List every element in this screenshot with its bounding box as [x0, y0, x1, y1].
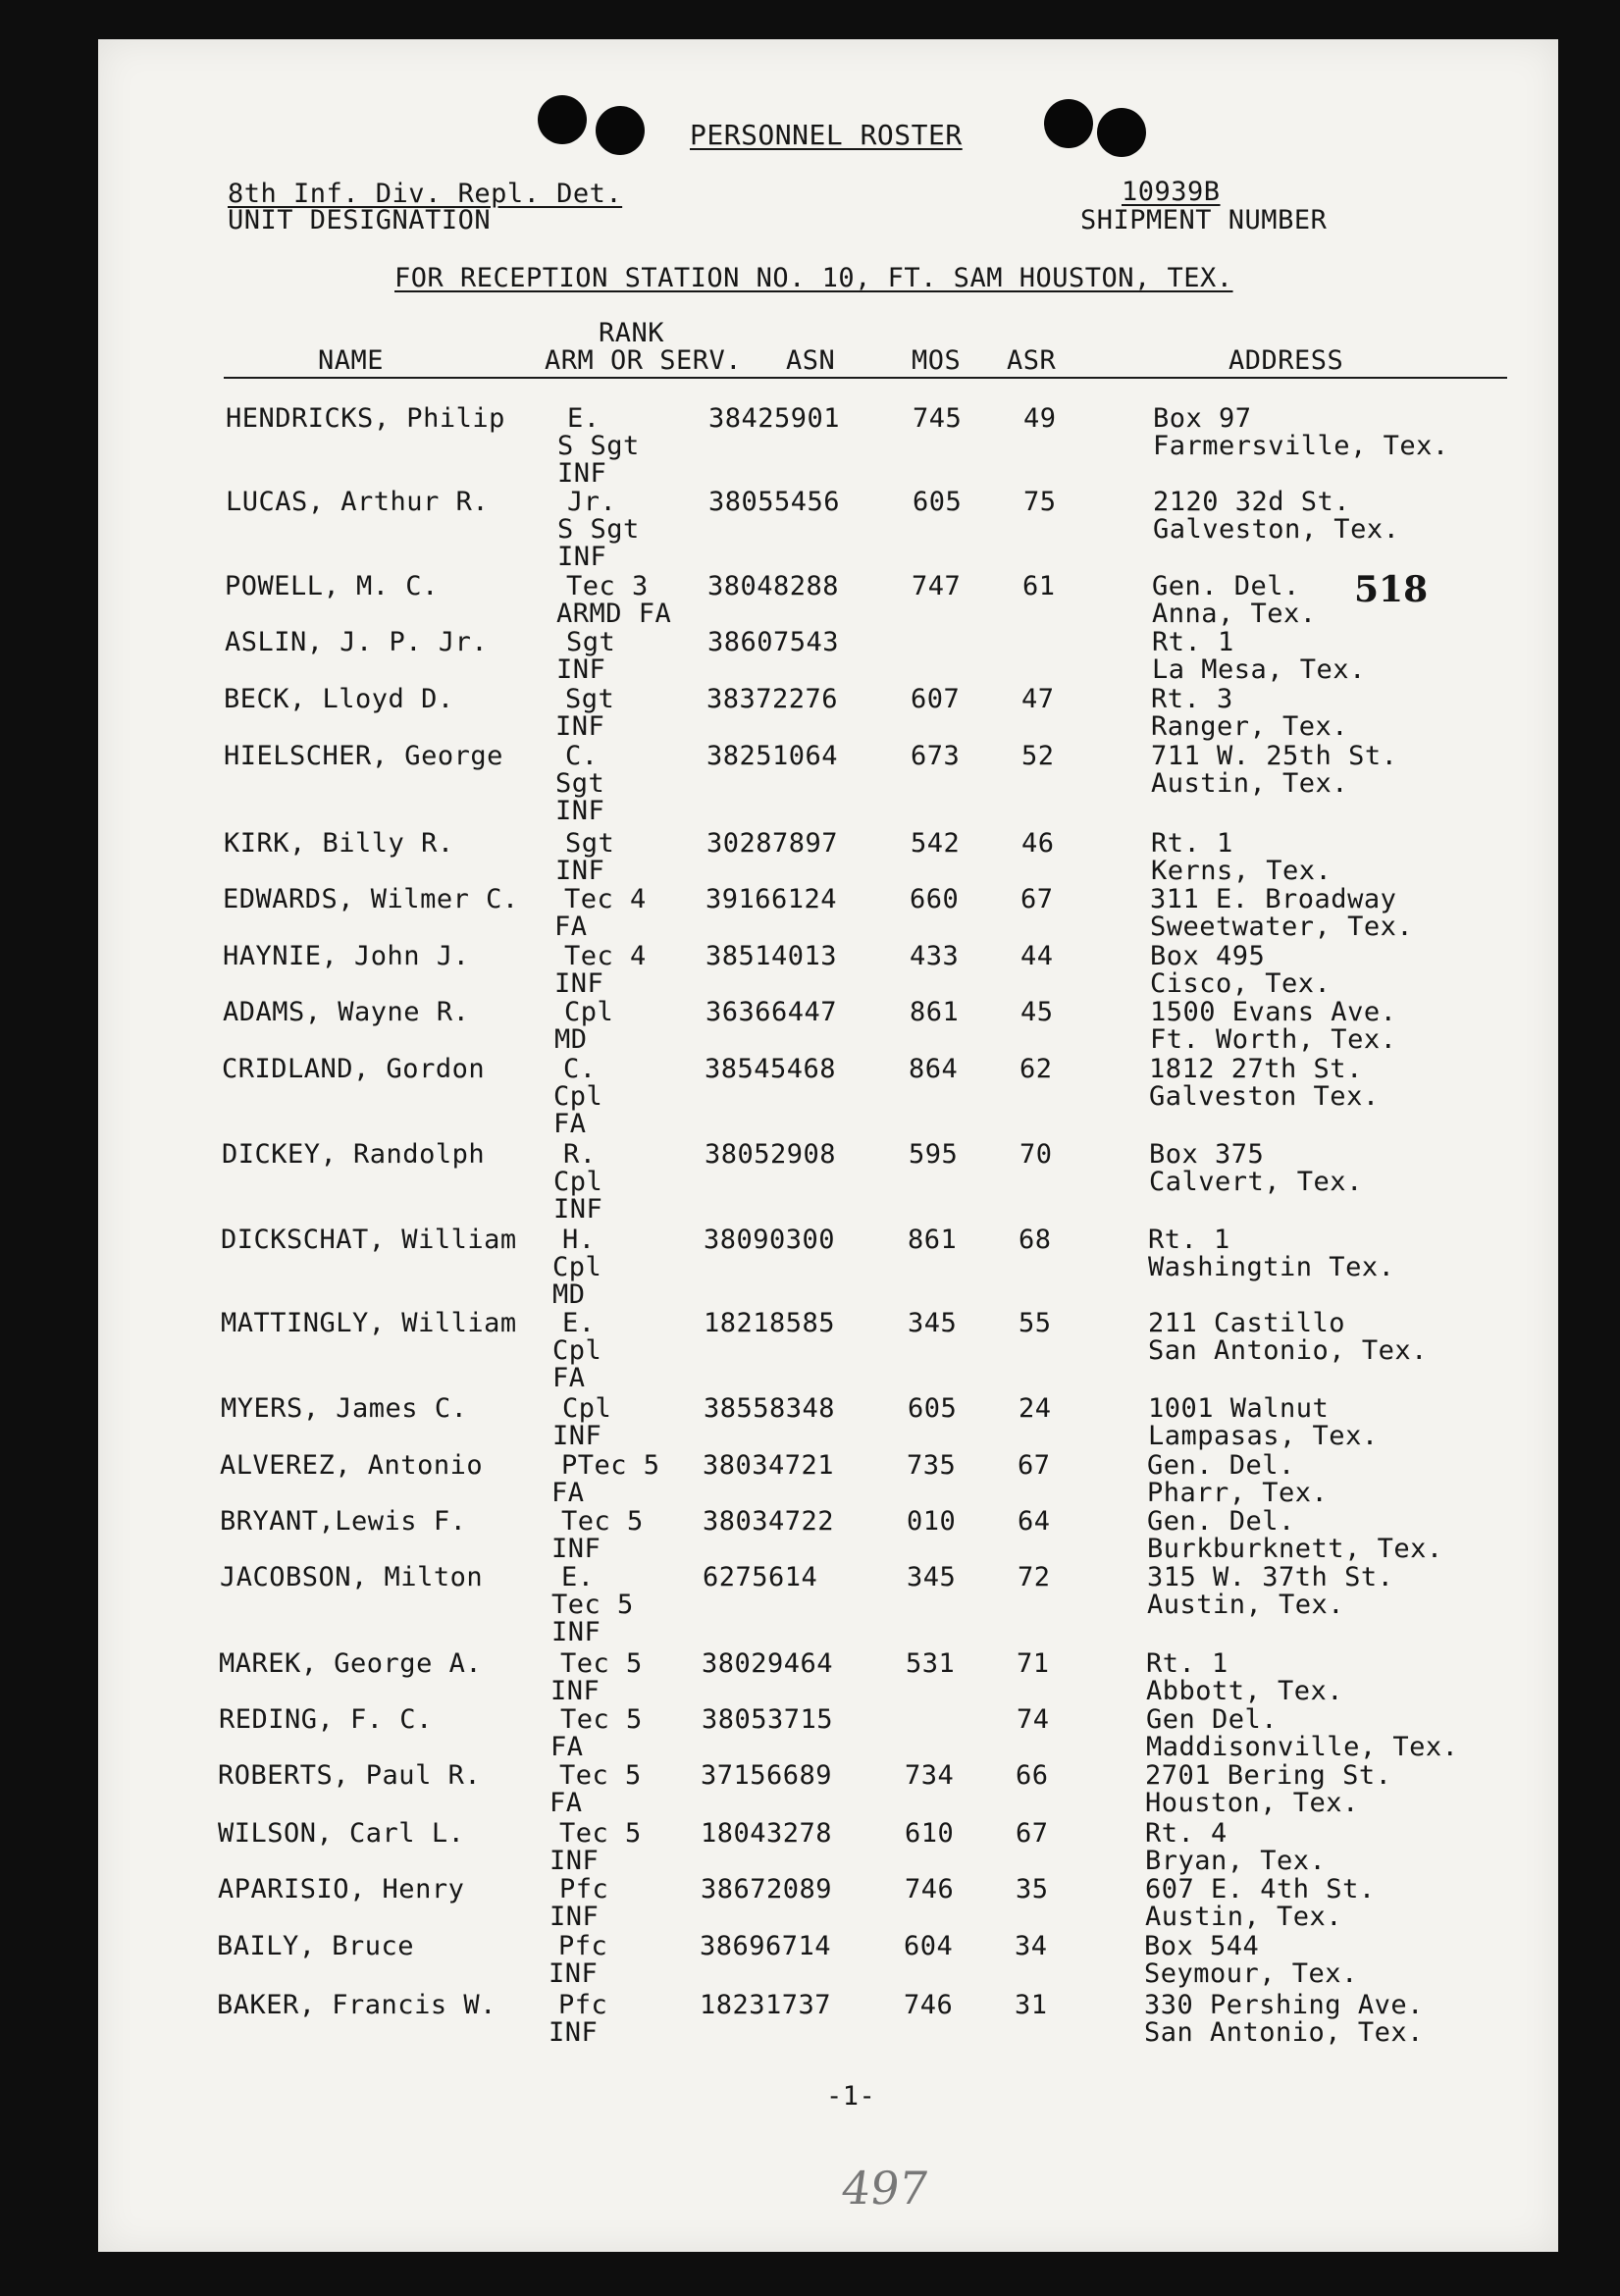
pencil-note: 497 — [838, 2162, 932, 2215]
address-line-1: Box 495 — [1150, 941, 1266, 971]
header-name: NAME — [318, 345, 385, 376]
mos-cell: 746 — [904, 1990, 954, 2020]
asn-cell: 38607543 — [707, 627, 840, 657]
rank-line-2: FA — [550, 1732, 584, 1762]
asr-cell: 55 — [1019, 1308, 1052, 1338]
rank-line-2: Tec 5 — [551, 1590, 634, 1620]
asr-cell: 34 — [1015, 1931, 1048, 1961]
address-line-1: Gen. Del. — [1147, 1450, 1295, 1481]
rank-line-1: Tec 5 — [561, 1506, 644, 1537]
rank-line-3: INF — [553, 1194, 603, 1225]
asn-cell: 38558348 — [704, 1393, 836, 1424]
address-line-1: Box 544 — [1144, 1931, 1260, 1961]
address-line-2: Galveston Tex. — [1149, 1081, 1380, 1112]
asn-cell: 38372276 — [706, 684, 839, 714]
mos-cell: 610 — [905, 1818, 955, 1849]
asr-cell: 49 — [1023, 403, 1057, 434]
mos-cell: 345 — [907, 1562, 957, 1592]
roster-name: LUCAS, Arthur R. — [226, 487, 490, 517]
rank-line-1: Jr. — [567, 487, 617, 517]
destination-line: FOR RECEPTION STATION NO. 10, FT. SAM HOUSTON, TEX. — [394, 263, 1233, 293]
rank-line-2: INF — [551, 1534, 601, 1564]
mos-cell: 595 — [909, 1139, 959, 1170]
rank-line-2: Cpl — [553, 1167, 603, 1197]
rank-line-2: Cpl — [553, 1081, 603, 1112]
header-rank: RANK — [599, 318, 665, 348]
mos-cell: 345 — [908, 1308, 958, 1338]
address-line-2: Seymour, Tex. — [1144, 1958, 1358, 1989]
rank-line-2: INF — [549, 1958, 599, 1989]
rank-line-3: INF — [557, 542, 607, 572]
address-line-2: Ft. Worth, Tex. — [1150, 1024, 1397, 1055]
mos-cell: 604 — [904, 1931, 954, 1961]
roster-name: JACOBSON, Milton — [220, 1562, 484, 1592]
asn-cell: 38034722 — [703, 1506, 835, 1537]
rank-line-2: S Sgt — [557, 431, 640, 461]
rank-line-1: Pfc — [558, 1990, 608, 2020]
roster-name: EDWARDS, Wilmer C. — [223, 884, 519, 914]
address-line-2: Galveston, Tex. — [1153, 514, 1400, 545]
asn-cell: 38052908 — [705, 1139, 837, 1170]
asn-cell: 30287897 — [706, 828, 839, 859]
rank-line-1: R. — [563, 1139, 597, 1170]
mos-cell: 542 — [911, 828, 961, 859]
rank-line-2: INF — [556, 654, 606, 685]
rank-line-1: E. — [567, 403, 601, 434]
asr-cell: 52 — [1021, 741, 1055, 771]
rank-line-1: Tec 4 — [564, 941, 647, 971]
asn-cell: 38514013 — [705, 941, 838, 971]
mos-cell: 861 — [908, 1225, 958, 1255]
header-arm-or-serv: ARM OR SERV. — [545, 345, 743, 376]
roster-name: MATTINGLY, William — [221, 1308, 517, 1338]
asn-cell: 38425901 — [708, 403, 841, 434]
address-line-1: 330 Pershing Ave. — [1144, 1990, 1424, 2020]
rank-line-1: Pfc — [558, 1931, 608, 1961]
rank-line-1: Tec 3 — [566, 571, 649, 601]
address-line-2: Pharr, Tex. — [1147, 1478, 1329, 1508]
roster-name: HAYNIE, John J. — [223, 941, 470, 971]
rank-line-1: Sgt — [565, 684, 615, 714]
roster-name: ADAMS, Wayne R. — [223, 997, 470, 1027]
stamped-number: 518 — [1354, 569, 1429, 610]
asr-cell: 46 — [1021, 828, 1055, 859]
rank-line-1: C. — [565, 741, 599, 771]
punch-hole-left-1 — [538, 95, 587, 144]
asr-cell: 74 — [1017, 1704, 1050, 1735]
rank-line-3: MD — [552, 1279, 586, 1310]
asn-cell: 38034721 — [703, 1450, 835, 1481]
address-line-2: Sweetwater, Tex. — [1150, 912, 1414, 942]
rank-line-1: Tec 5 — [560, 1704, 643, 1735]
rank-line-1: PTec 5 — [561, 1450, 660, 1481]
rank-line-2: INF — [549, 1846, 600, 1876]
asr-cell: 47 — [1021, 684, 1055, 714]
rank-line-1: Cpl — [564, 997, 614, 1027]
rank-line-2: INF — [549, 2017, 599, 2048]
roster-name: DICKEY, Randolph — [222, 1139, 486, 1170]
address-line-2: La Mesa, Tex. — [1152, 654, 1366, 685]
address-line-2: Lampasas, Tex. — [1148, 1421, 1379, 1451]
header-asn: ASN — [786, 345, 836, 376]
roster-name: HENDRICKS, Philip — [226, 403, 505, 434]
header-address: ADDRESS — [1228, 345, 1344, 376]
mos-cell: 746 — [905, 1874, 955, 1905]
mos-cell: 734 — [905, 1760, 955, 1791]
header-mos: MOS — [912, 345, 962, 376]
rank-line-1: Cpl — [562, 1393, 612, 1424]
mos-cell: 735 — [907, 1450, 957, 1481]
roster-name: ASLIN, J. P. Jr. — [225, 627, 489, 657]
address-line-2: Cisco, Tex. — [1150, 968, 1332, 999]
rank-line-1: E. — [561, 1562, 595, 1592]
rank-line-2: INF — [549, 1902, 600, 1932]
address-line-2: Abbott, Tex. — [1146, 1676, 1344, 1706]
rank-line-2: ARMD FA — [556, 599, 672, 629]
asn-cell: 18218585 — [704, 1308, 836, 1338]
address-line-1: Rt. 1 — [1146, 1648, 1228, 1679]
asn-cell: 6275614 — [703, 1562, 818, 1592]
address-line-1: Rt. 1 — [1151, 828, 1233, 859]
asn-cell: 38090300 — [704, 1225, 836, 1255]
address-line-2: Ranger, Tex. — [1151, 711, 1349, 742]
address-line-2: Washingtin Tex. — [1148, 1252, 1395, 1282]
asr-cell: 62 — [1019, 1054, 1053, 1084]
address-line-2: San Antonio, Tex. — [1148, 1335, 1428, 1366]
roster-name: ROBERTS, Paul R. — [218, 1760, 482, 1791]
punch-hole-right-1 — [1044, 99, 1093, 148]
rank-line-2: INF — [552, 1421, 602, 1451]
roster-name: BAILY, Bruce — [217, 1931, 415, 1961]
asn-cell: 18231737 — [700, 1990, 832, 2020]
roster-name: POWELL, M. C. — [225, 571, 439, 601]
punch-hole-right-2 — [1097, 108, 1146, 157]
rank-line-2: INF — [555, 711, 605, 742]
address-line-1: Gen Del. — [1146, 1704, 1279, 1735]
mos-cell: 660 — [910, 884, 960, 914]
rank-line-1: H. — [562, 1225, 596, 1255]
address-line-2: Austin, Tex. — [1151, 768, 1349, 799]
roster-name: KIRK, Billy R. — [224, 828, 454, 859]
rank-line-2: FA — [549, 1788, 583, 1818]
asr-cell: 67 — [1018, 1450, 1051, 1481]
punch-hole-left-2 — [596, 106, 645, 155]
address-line-2: Burkburknett, Tex. — [1147, 1534, 1443, 1564]
asr-cell: 67 — [1020, 884, 1054, 914]
asr-cell: 35 — [1016, 1874, 1049, 1905]
rank-line-3: INF — [555, 796, 605, 826]
asn-cell: 38672089 — [701, 1874, 833, 1905]
address-line-2: Austin, Tex. — [1145, 1902, 1343, 1932]
asr-cell: 72 — [1018, 1562, 1051, 1592]
address-line-2: Bryan, Tex. — [1145, 1846, 1327, 1876]
address-line-1: 2701 Bering St. — [1145, 1760, 1392, 1791]
asn-cell: 18043278 — [701, 1818, 833, 1849]
rank-line-1: Sgt — [565, 828, 615, 859]
rank-line-2: Cpl — [552, 1335, 602, 1366]
address-line-1: 311 E. Broadway — [1150, 884, 1397, 914]
mos-cell: 531 — [906, 1648, 956, 1679]
rank-line-3: FA — [552, 1363, 586, 1393]
mos-cell: 010 — [907, 1506, 957, 1537]
address-line-1: Box 97 — [1153, 403, 1252, 434]
roster-name: CRIDLAND, Gordon — [222, 1054, 486, 1084]
asr-cell: 67 — [1016, 1818, 1049, 1849]
roster-name: BECK, Lloyd D. — [224, 684, 454, 714]
asr-cell: 71 — [1017, 1648, 1050, 1679]
address-line-1: Rt. 1 — [1152, 627, 1234, 657]
roster-name: BRYANT,Lewis F. — [220, 1506, 467, 1537]
asr-cell: 75 — [1023, 487, 1057, 517]
asr-cell: 64 — [1018, 1506, 1051, 1537]
rank-line-1: C. — [563, 1054, 597, 1084]
asr-cell: 24 — [1019, 1393, 1052, 1424]
asn-cell: 38055456 — [708, 487, 841, 517]
shipment-number-value: 10939B — [1122, 177, 1221, 207]
asr-cell: 68 — [1019, 1225, 1052, 1255]
address-line-1: 607 E. 4th St. — [1145, 1874, 1376, 1905]
address-line-2: San Antonio, Tex. — [1144, 2017, 1424, 2048]
roster-name: DICKSCHAT, William — [221, 1225, 517, 1255]
address-line-1: 315 W. 37th St. — [1147, 1562, 1394, 1592]
rank-line-2: FA — [554, 912, 588, 942]
roster-name: APARISIO, Henry — [218, 1874, 465, 1905]
rank-line-2: MD — [554, 1024, 588, 1055]
asn-cell: 36366447 — [705, 997, 838, 1027]
asn-cell: 38053715 — [702, 1704, 834, 1735]
mos-cell: 605 — [913, 487, 963, 517]
rank-line-1: Tec 5 — [559, 1760, 642, 1791]
roster-name: WILSON, Carl L. — [218, 1818, 465, 1849]
asr-cell: 66 — [1016, 1760, 1049, 1791]
rank-line-1: Tec 5 — [560, 1648, 643, 1679]
asn-cell: 37156689 — [701, 1760, 833, 1791]
mos-cell: 673 — [911, 741, 961, 771]
asr-cell: 45 — [1020, 997, 1054, 1027]
address-line-1: 211 Castillo — [1148, 1308, 1346, 1338]
address-line-1: 1812 27th St. — [1149, 1054, 1363, 1084]
address-line-1: Rt. 1 — [1148, 1225, 1230, 1255]
rank-line-3: INF — [551, 1617, 601, 1647]
address-line-1: 2120 32d St. — [1153, 487, 1351, 517]
shipment-number-label: SHIPMENT NUMBER — [1080, 205, 1328, 235]
unit-designation-value: 8th Inf. Div. Repl. Det. — [228, 179, 623, 209]
header-asr: ASR — [1007, 345, 1057, 376]
mos-cell: 605 — [908, 1393, 958, 1424]
roster-name: BAKER, Francis W. — [217, 1990, 496, 2020]
rank-line-1: Tec 5 — [559, 1818, 642, 1849]
asn-cell: 38696714 — [700, 1931, 832, 1961]
rank-line-3: FA — [553, 1109, 587, 1139]
address-line-1: 1001 Walnut — [1148, 1393, 1330, 1424]
address-line-1: 711 W. 25th St. — [1151, 741, 1398, 771]
roster-name: ALVEREZ, Antonio — [220, 1450, 484, 1481]
rank-line-3: INF — [557, 458, 607, 489]
rank-line-2: Sgt — [555, 768, 605, 799]
mos-cell: 745 — [913, 403, 963, 434]
asn-cell: 39166124 — [705, 884, 838, 914]
asr-cell: 44 — [1020, 941, 1054, 971]
document-title: PERSONNEL ROSTER — [690, 119, 963, 151]
mos-cell: 607 — [911, 684, 961, 714]
rank-line-2: INF — [554, 968, 604, 999]
address-line-2: Houston, Tex. — [1145, 1788, 1359, 1818]
rank-line-2: Cpl — [552, 1252, 602, 1282]
mos-cell: 747 — [912, 571, 962, 601]
roster-name: HIELSCHER, George — [224, 741, 503, 771]
address-line-1: Box 375 — [1149, 1139, 1265, 1170]
mos-cell: 864 — [909, 1054, 959, 1084]
address-line-2: Kerns, Tex. — [1151, 856, 1333, 886]
mos-cell: 861 — [910, 997, 960, 1027]
asn-cell: 38251064 — [706, 741, 839, 771]
address-line-2: Anna, Tex. — [1152, 599, 1317, 629]
address-line-1: Gen. Del. — [1152, 571, 1300, 601]
asn-cell: 38545468 — [705, 1054, 837, 1084]
address-line-1: 1500 Evans Ave. — [1150, 997, 1397, 1027]
address-line-1: Rt. 3 — [1151, 684, 1233, 714]
address-line-2: Austin, Tex. — [1147, 1590, 1345, 1620]
rank-line-2: S Sgt — [557, 514, 640, 545]
mos-cell: 433 — [910, 941, 960, 971]
asn-cell: 38029464 — [702, 1648, 834, 1679]
address-line-2: Maddisonville, Tex. — [1146, 1732, 1459, 1762]
address-line-1: Gen. Del. — [1147, 1506, 1295, 1537]
rank-line-1: Pfc — [559, 1874, 609, 1905]
rank-line-1: E. — [562, 1308, 596, 1338]
asr-cell: 61 — [1022, 571, 1056, 601]
asr-cell: 70 — [1019, 1139, 1053, 1170]
address-line-2: Calvert, Tex. — [1149, 1167, 1363, 1197]
roster-name: MYERS, James C. — [221, 1393, 468, 1424]
unit-designation-label: UNIT DESIGNATION — [228, 205, 492, 235]
header-rule — [224, 377, 1507, 379]
address-line-2: Farmersville, Tex. — [1153, 431, 1449, 461]
asn-cell: 38048288 — [707, 571, 840, 601]
rank-line-1: Sgt — [566, 627, 616, 657]
rank-line-1: Tec 4 — [564, 884, 647, 914]
address-line-1: Rt. 4 — [1145, 1818, 1228, 1849]
roster-name: REDING, F. C. — [219, 1704, 433, 1735]
asr-cell: 31 — [1015, 1990, 1048, 2020]
roster-name: MAREK, George A. — [219, 1648, 483, 1679]
rank-line-2: INF — [555, 856, 605, 886]
page-number: -1- — [826, 2081, 876, 2112]
rank-line-2: INF — [550, 1676, 601, 1706]
rank-line-2: FA — [551, 1478, 585, 1508]
